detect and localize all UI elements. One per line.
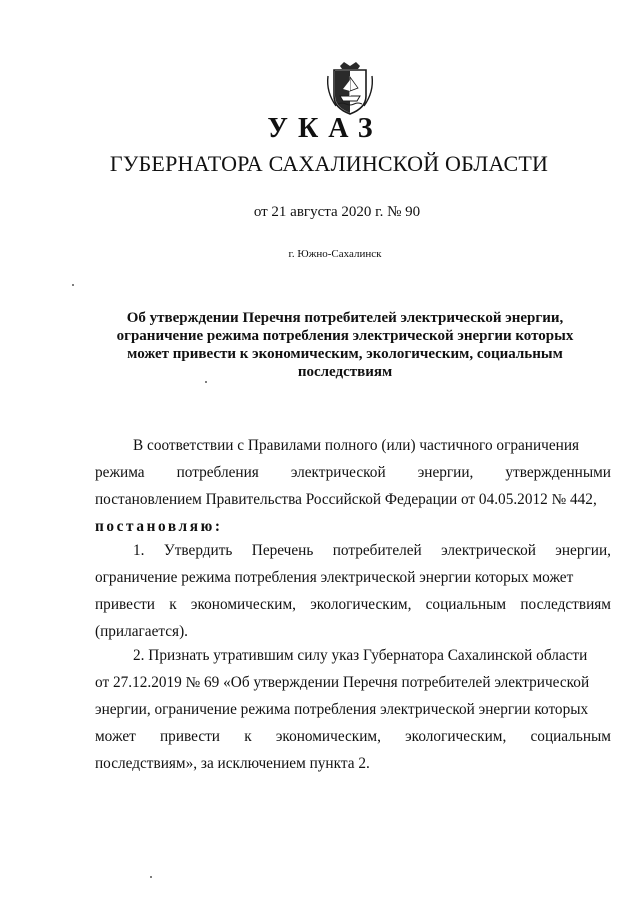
word: режима [95,464,145,481]
word: 1. [133,542,145,559]
body-line: В соответствии с Правилами полного (или) частичного ограничения [133,437,580,454]
body-line: последствиям», за исключением пункта 2. [95,755,370,772]
word: привести [95,596,155,613]
word: привести [160,728,220,745]
body-line: от 27.12.2019 № 69 «Об утверждении Перечня потребителей электрической [95,674,590,691]
word: последствиям [520,596,611,613]
word: к [244,728,252,745]
body-line-justified [95,459,611,486]
preamble-paragraph [95,432,611,540]
scan-speck [72,284,74,286]
body-line: энергии, ограничение режима потребления электрической энергии которых [95,701,589,718]
word: экологическим, [405,728,507,745]
sakhalin-coat-of-arms-icon [322,58,378,116]
word: потребления [176,464,259,481]
word: экологическим, [310,596,412,613]
title-line: ограничение режима потребления электрической энергии которых [116,328,574,344]
word: социальным [530,728,611,745]
body-line: (прилагается). [95,623,189,640]
word: энергии, [417,464,474,481]
issuer-heading: ГУБЕРНАТОРА САХАЛИНСКОЙ ОБЛАСТИ [109,151,549,176]
body-line-justified [95,591,611,618]
scan-speck [150,876,152,878]
title-line: может привести к экономическим, экологическим, социальным [127,346,563,362]
word: Утвердить [163,542,233,559]
document-city: г. Южно-Сахалинск [288,248,382,260]
word: потребителей [332,542,422,559]
item-2-paragraph [95,642,611,777]
item-1-paragraph [95,537,611,645]
word: электрической [441,542,536,559]
body-line-justified [95,537,611,564]
word: экономическим, [190,596,296,613]
body-line: постановлением Правительства Российской Федерации от 04.05.2012 № 442, [95,491,597,508]
word: утвержденными [505,464,611,481]
word: экономическим, [275,728,381,745]
word: энергии, [555,542,611,559]
scan-speck [205,381,207,383]
body-line: ограничение режима потребления электрической энергии которых может [95,569,574,586]
body-line: 2. Признать утратившим силу указ Губернатора Сахалинской области [133,647,588,664]
word: Перечень [251,542,314,559]
decree-word: постановляю: [95,518,223,535]
word: может [95,728,136,745]
document-date-number: от 21 августа 2020 г. № 90 [253,204,421,220]
word: к [169,596,177,613]
word: электрической [290,464,386,481]
word: социальным [425,596,507,613]
document-type-heading: УКАЗ [267,113,383,144]
document-title [110,309,580,381]
title-line: последствиям [297,364,393,380]
body-line-justified [95,723,611,750]
title-line: Об утверждении Перечня потребителей электрической энергии, [126,310,564,326]
